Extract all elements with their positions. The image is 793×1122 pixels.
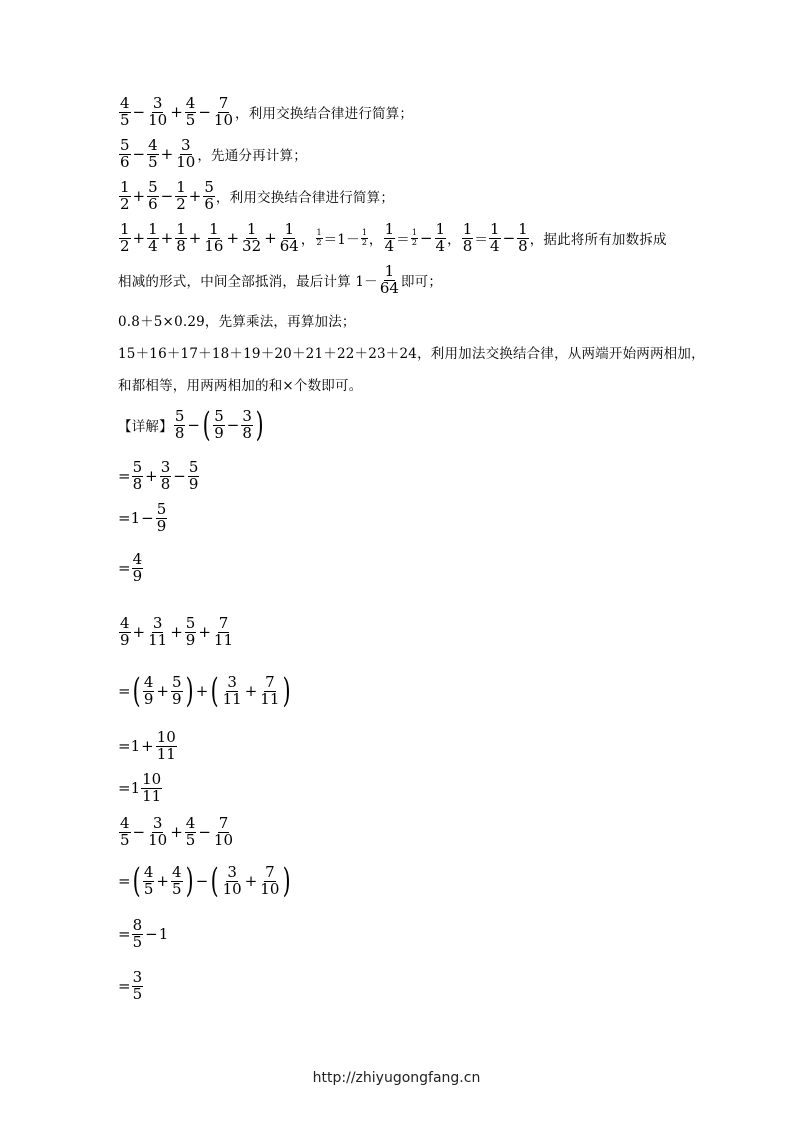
fraction: $\frac{7}{11}$ [213, 614, 234, 649]
parenthesis-group: ( 4 9 + $\frac{5}{9}$ ) [132, 671, 194, 711]
fraction: $\frac{1}{8}$ [518, 220, 528, 255]
detail-step: = $\frac{5}{8}$ + $\frac{3}{8}$ − $\frac{5}{9}$ [118, 458, 199, 493]
fraction: $\frac{10}{11}$ [156, 728, 176, 763]
fraction: $\frac{5}{9}$ [188, 458, 199, 493]
parenthesis-group: ( 4 5 + $\frac{4}{5}$ ) [132, 861, 194, 901]
fraction: $\frac{7}{10}$ [213, 814, 234, 849]
fraction: $\frac{3}{8}$ [242, 406, 252, 442]
detail-step: = ( 4 9 + $\frac{5}{9}$ ) + ( 3 11 + $\frac{7}{11}$ ) [118, 671, 292, 711]
fraction: 4 9 [120, 614, 130, 649]
analysis-text: 0.8＋5×0.29，先算乘法，再算加法； [118, 314, 356, 330]
fraction: $\frac{5}{9}$ [185, 614, 196, 649]
fraction: $\frac{5}{8}$ [132, 458, 143, 493]
fraction-small: 1 2 [361, 228, 367, 247]
fraction: $\frac{3}{8}$ [160, 458, 171, 493]
fraction: 3 11 [222, 672, 242, 708]
fraction: 1 4 [490, 220, 500, 255]
fraction: 10 11 [142, 770, 162, 805]
fraction: 5 6 [120, 136, 130, 171]
analysis-text: 15＋16＋17＋18＋19＋20＋21＋22＋23＋24，利用加法交换结合律，从两端开始两两相加， [118, 346, 705, 362]
analysis-line-1: 4 5 − $\frac{3}{10}$ + $\frac{4}{5}$ − $\frac{7}{10}$ ，利用交换结合律进行简算； [120, 94, 414, 129]
parenthesis-group: ( 5 9 − $\frac{3}{8}$ ) [202, 405, 264, 445]
detail-step: = $\frac{4}{9}$ [118, 550, 143, 585]
analysis-text: 即可； [400, 274, 443, 291]
fraction: 1 64 [379, 262, 399, 297]
parenthesis-group: ( 3 11 + $\frac{7}{11}$ ) [211, 671, 292, 711]
fraction: 1 4 [384, 220, 395, 255]
analysis-text: ，据此将所有加数拆成 [529, 232, 667, 249]
fraction: $\frac{7}{11}$ [260, 672, 280, 708]
fraction: 4 5 [143, 862, 154, 898]
fraction: $\frac{3}{5}$ [132, 968, 143, 1003]
fraction-small: 1 2 [316, 228, 322, 247]
fraction: $\frac{3}{10}$ [148, 94, 168, 129]
fraction: $\frac{1}{64}$ [279, 220, 299, 255]
fraction: $\frac{5}{6}$ [204, 178, 214, 213]
fraction: $\frac{3}{10}$ [148, 814, 168, 849]
fraction: $\frac{4}{9}$ [132, 550, 143, 585]
fraction: $\frac{4}{5}$ [148, 136, 158, 171]
fraction-small: 1 2 [411, 228, 417, 247]
detail-step: =1 + $\frac{10}{11}$ [118, 728, 176, 763]
fraction: 5 8 [174, 406, 185, 442]
analysis-text: ，利用交换结合律进行简算； [215, 190, 395, 207]
detail-label: 【详解】 [118, 419, 173, 435]
analysis-line-8 [118, 374, 362, 394]
analysis-line-6 [118, 310, 356, 330]
detail-step: 4 9 + $\frac{3}{11}$ + $\frac{5}{9}$ + $\frac{7}{11}$ [120, 614, 234, 649]
fraction: 1 2 [120, 220, 130, 255]
fraction: $\frac{7}{10}$ [260, 862, 280, 898]
fraction: $\frac{4}{5}$ [185, 814, 196, 849]
fraction: 1 2 [120, 178, 130, 213]
analysis-text: 相减的形式，中间全部抵消，最后计算 1－ [118, 274, 378, 291]
footer-url[interactable]: http://zhiyugongfang.cn [312, 1070, 481, 1086]
fraction: $\frac{4}{5}$ [185, 94, 196, 129]
fraction: $\frac{5}{9}$ [171, 672, 182, 708]
fraction: 4 9 [143, 672, 154, 708]
detail-step: =1 10 11 [118, 770, 162, 805]
analysis-line-2: 5 6 − $\frac{4}{5}$ + $\frac{3}{10}$ ，先通分再计算； [120, 136, 307, 171]
analysis-line-5 [118, 264, 442, 297]
fraction: $\frac{1}{16}$ [204, 220, 224, 255]
analysis-text: ，利用交换结合律进行简算； [235, 106, 414, 123]
fraction: 5 9 [214, 406, 224, 442]
fraction: $\frac{1}{2}$ [176, 178, 186, 213]
fraction: $\frac{1}{4}$ [148, 220, 158, 255]
parenthesis-group: ( 3 10 + $\frac{7}{10}$ ) [211, 861, 292, 901]
detail-line-1: 【详解】 5 8 − ( 5 9 − $\frac{3}{8}$ ) [118, 405, 264, 445]
fraction: $\frac{5}{6}$ [148, 178, 158, 213]
fraction: 1 8 [462, 220, 473, 255]
fraction: $\frac{8}{5}$ [132, 916, 143, 951]
analysis-text: ，先通分再计算； [197, 148, 307, 165]
fraction: $\frac{1}{4}$ [435, 220, 446, 255]
fraction: $\frac{3}{10}$ [176, 136, 196, 171]
fraction: $\frac{4}{5}$ [171, 862, 182, 898]
analysis-line-4: 1 2 + $\frac{1}{4}$ + $\frac{1}{8}$ + $\frac{1}{16}$ + $\frac{1}{32}$ + $\frac{1}{64}$ ， 1 2 ＝1－ 1 2 ， 1 4 ＝ 1 2 − $\frac{1}{4}$ ， 1 8 ＝ 1 4 − $\frac{1}{8}$ ，据此将所有加数拆成 [120, 220, 667, 255]
fraction: $\frac{5}{9}$ [156, 500, 167, 535]
analysis-line-7 [118, 342, 705, 362]
fraction: 4 5 [120, 94, 130, 129]
fraction: 4 5 [120, 814, 130, 849]
fraction: $\frac{3}{11}$ [148, 614, 168, 649]
analysis-line-3: 1 2 + $\frac{5}{6}$ − $\frac{1}{2}$ + $\frac{5}{6}$ ，利用交换结合律进行简算； [120, 178, 395, 213]
detail-step: 4 5 − $\frac{3}{10}$ + $\frac{4}{5}$ − $\frac{7}{10}$ [120, 814, 234, 849]
detail-step: =1 − $\frac{5}{9}$ [118, 500, 167, 535]
detail-step: = $\frac{8}{5}$ − 1 [118, 916, 169, 951]
detail-step: = ( 4 5 + $\frac{4}{5}$ ) − ( 3 10 + $\frac{7}{10}$ ) [118, 861, 292, 901]
fraction: $\frac{1}{32}$ [242, 220, 262, 255]
detail-step: = $\frac{3}{5}$ [118, 968, 143, 1003]
analysis-text: 和都相等，用两两相加的和×个数即可。 [118, 378, 363, 394]
fraction: 3 10 [222, 862, 242, 898]
fraction: $\frac{1}{8}$ [176, 220, 186, 255]
fraction: $\frac{7}{10}$ [213, 94, 234, 129]
